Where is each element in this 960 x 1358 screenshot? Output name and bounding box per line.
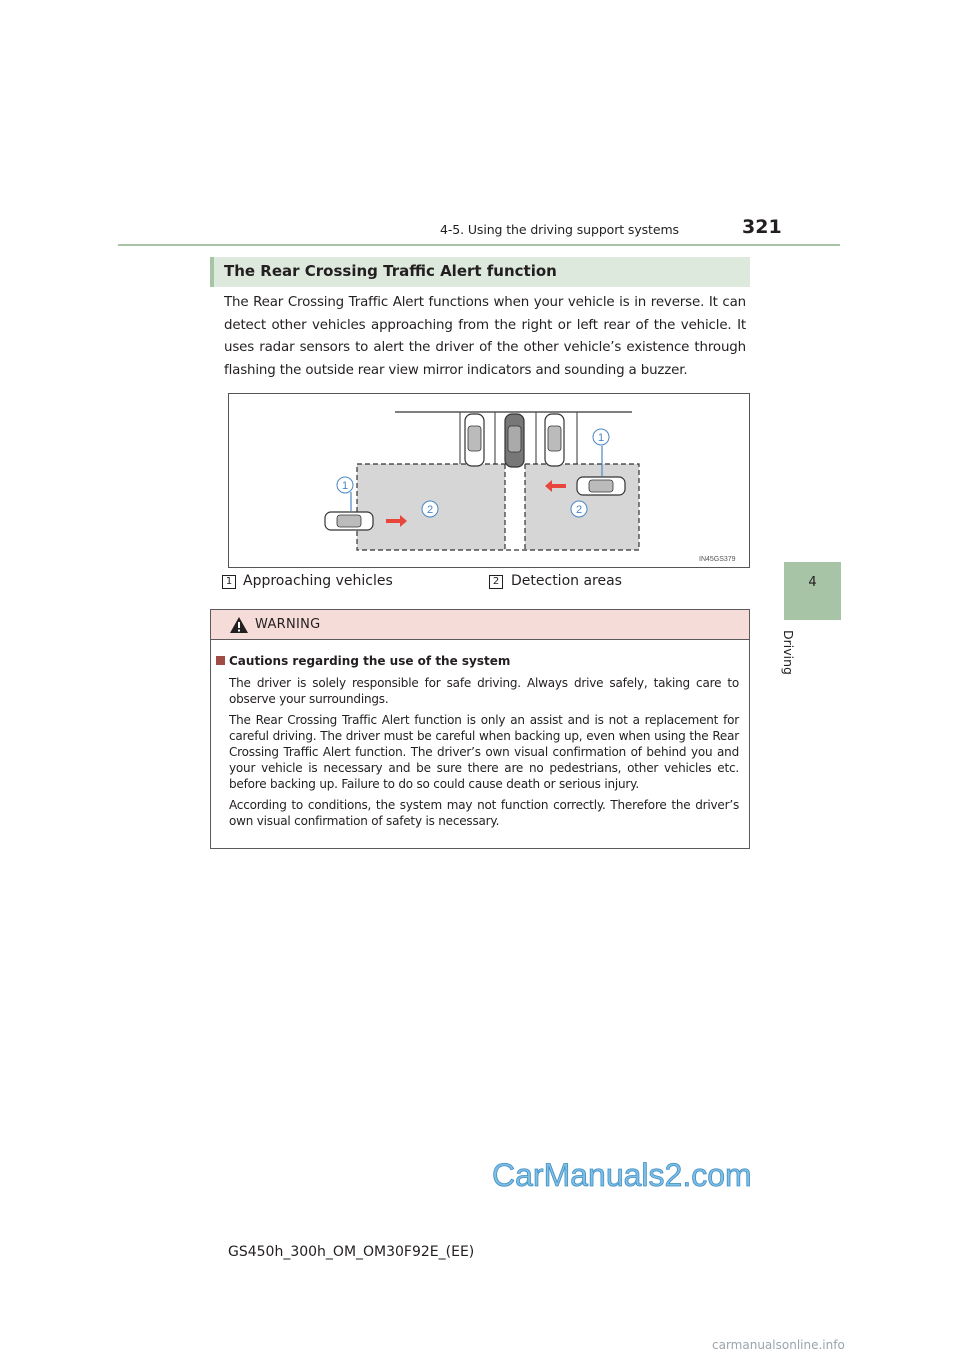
parked-car [545,414,564,466]
page-number: 321 [742,216,782,238]
legend-label-2: Detection areas [511,573,622,589]
legend-label-1: Approaching vehicles [243,573,393,589]
callout-1-right [593,429,609,445]
svg-text:1: 1 [597,432,605,444]
warning-heading [216,654,510,668]
legend-marker-2: 2 [489,575,503,589]
callout-1-left [337,477,353,493]
section-heading [210,257,750,287]
warning-heading-text: Cautions regarding the use of the system [229,654,511,668]
section-body: The Rear Crossing Traffic Alert functions when your vehicle is in reverse. It can detect other vehicles approaching from the right or left rear of the vehicle. It uses radar sensors to alert the driver of the other vehicle’s existence through flashing the outside rear view mirror indicators and sounding a buzzer. [224,295,746,378]
watermark-bottom: carmanualsonline.info [712,1338,845,1352]
svg-text:1: 1 [341,480,349,492]
your-vehicle [505,414,524,467]
document-code: GS450h_300h_OM_OM30F92E_(EE) [228,1244,475,1260]
warning-triangle-icon [229,616,249,634]
watermark-logo [490,1152,755,1196]
svg-text:2: 2 [426,504,434,516]
approaching-vehicle-left [325,512,373,530]
warning-paragraph: According to conditions, the system may not function correctly. Therefore the driver’s own visual confirmation of safety is necessary. [229,798,739,828]
approaching-vehicle-right [577,477,625,495]
callout-2-left [422,501,438,517]
chapter-label [782,630,806,690]
section-title: The Rear Crossing Traffic Alert function [224,262,557,280]
header-rule [118,244,840,246]
chapter-number: 4 [808,575,817,590]
parked-car [465,414,484,466]
warning-paragraph: The Rear Crossing Traffic Alert function is only an assist and is not a replacement for careful driving. The driver must be careful when backing up, even when using the Rear Crossing Traffic Alert function. The driver’s own visual confirmation of behind you and your vehicle is necessary and be sure there are no pedestrians, other vehicles etc. before backing up. Failure to do so could cause death or serious injury. [229,713,739,791]
legend-marker-1: 1 [222,575,236,589]
chapter-label-text: Driving [781,630,796,675]
rcta-diagram-svg [229,394,749,567]
figure-code: IN45GS379 [699,556,736,563]
running-header: 4-5. Using the driving support systems [440,222,679,237]
svg-text:CarManuals2.com: CarManuals2.com [492,1157,752,1193]
rcta-diagram [228,393,750,568]
svg-text:2: 2 [575,504,583,516]
callout-2-right [571,501,587,517]
bullet-square-icon [216,656,225,665]
warning-title: WARNING [255,617,321,632]
warning-header [211,610,749,640]
chapter-tab [784,562,841,620]
warning-paragraph: The driver is solely responsible for safe driving. Always drive safely, taking care to observe your surroundings. [229,676,739,706]
